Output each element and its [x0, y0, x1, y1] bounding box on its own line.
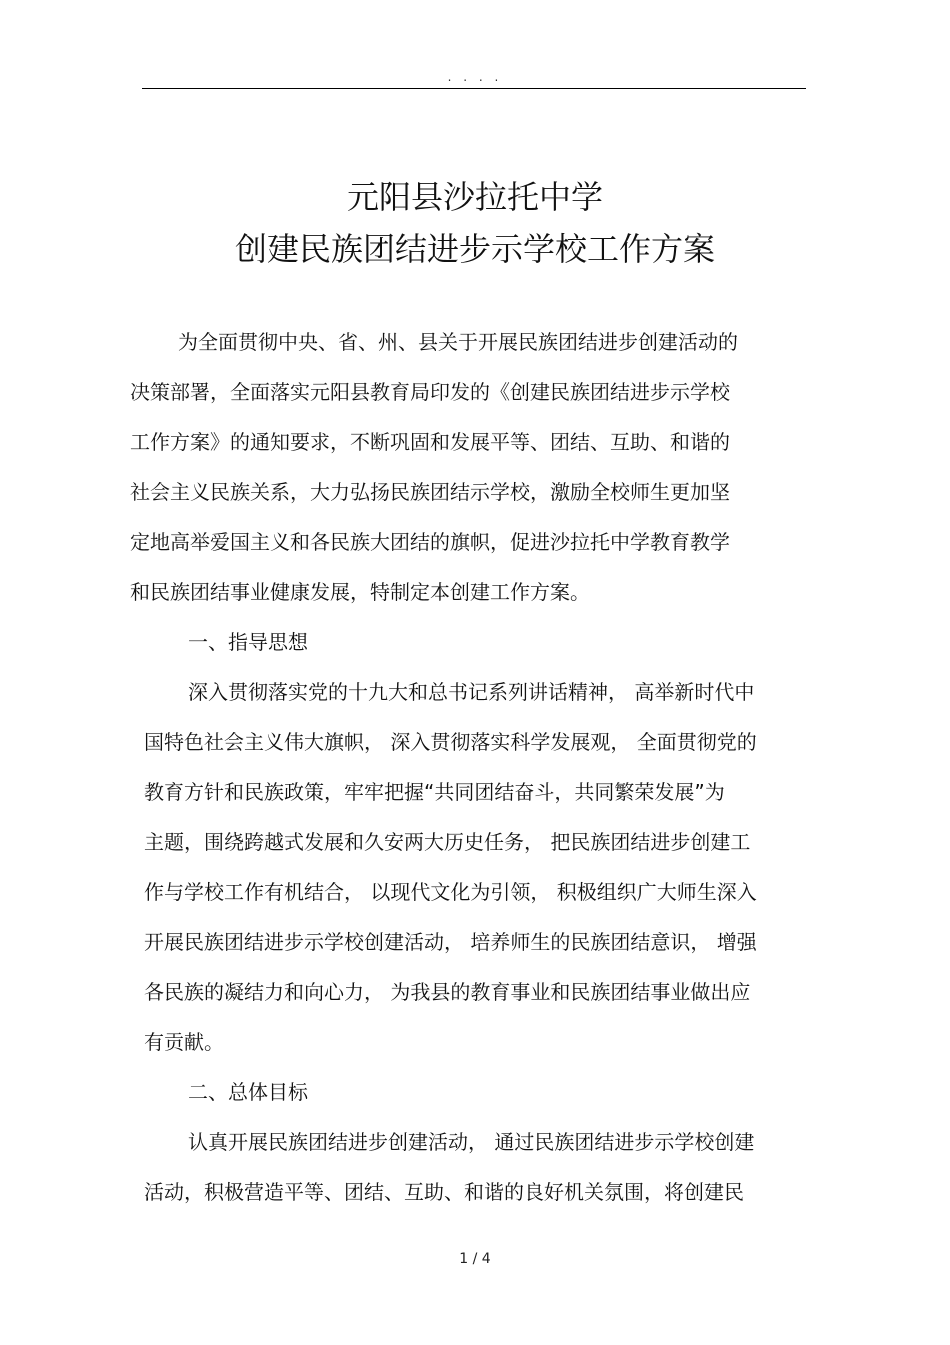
section1-line: 教育方针和民族政策，牢牢把握“共同团结奋斗，共同繁荣发展”为: [144, 780, 725, 804]
intro-line: 社会主义民族关系，大力弘扬民族团结示学校，激励全校师生更加坚: [130, 480, 730, 504]
section1-line: 有贡献。: [144, 1030, 224, 1054]
intro-line: 工作方案》的通知要求，不断巩固和发展平等、团结、互助、和谐的: [130, 430, 730, 454]
section2-line: 活动，积极营造平等、团结、互助、和谐的良好机关氛围，将创建民: [144, 1180, 744, 1204]
intro-line: 和民族团结事业健康发展，特制定本创建工作方案。: [130, 580, 590, 604]
section1-line: 深入贯彻落实党的十九大和总书记系列讲话精神， 高举新时代中: [188, 680, 755, 704]
intro-line: 决策部署，全面落实元阳县教育局印发的《创建民族团结进步示学校: [130, 380, 730, 404]
section1-line: 主题，围绕跨越式发展和久安两大历史任务， 把民族团结进步创建工: [144, 830, 751, 854]
section-heading-guiding-thought: 一、指导思想: [188, 630, 308, 654]
document-title-line2: 创建民族团结进步示学校工作方案: [234, 230, 715, 268]
section1-line: 国特色社会主义伟大旗帜， 深入贯彻落实科学发展观， 全面贯彻党的: [144, 730, 757, 754]
section1-line: 开展民族团结进步示学校创建活动， 培养师生的民族团结意识， 增强: [144, 930, 757, 954]
header-dots: . . . .: [447, 70, 503, 84]
section1-line: 作与学校工作有机结合， 以现代文化为引领， 积极组织广大师生深入: [144, 880, 757, 904]
page-indicator: 1 / 4: [459, 1251, 491, 1267]
section-heading-overall-goal: 二、总体目标: [188, 1080, 308, 1104]
header-rule: [142, 88, 806, 89]
section1-line: 各民族的凝结力和向心力， 为我县的教育事业和民族团结事业做出应: [144, 980, 751, 1004]
section2-line: 认真开展民族团结进步创建活动， 通过民族团结进步示学校创建: [188, 1130, 755, 1154]
intro-line: 为全面贯彻中央、省、州、县关于开展民族团结进步创建活动的: [178, 330, 738, 354]
intro-line: 定地高举爱国主义和各民族大团结的旗帜，促进沙拉托中学教育教学: [130, 530, 730, 554]
document-title-line1: 元阳县沙拉托中学: [346, 178, 603, 216]
